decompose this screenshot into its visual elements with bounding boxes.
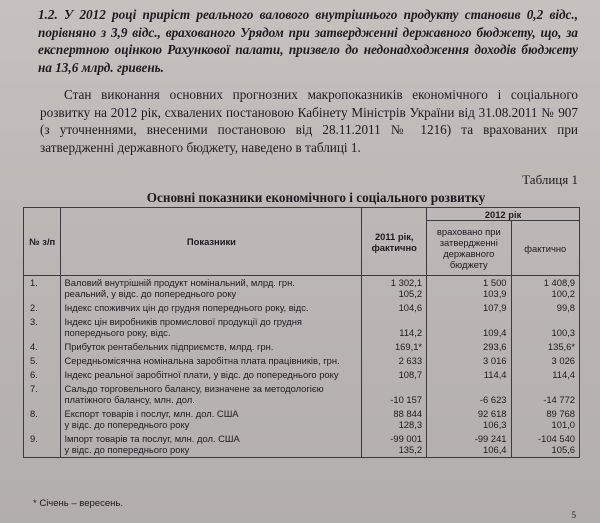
row-value-2012-planned: -6 623: [427, 382, 511, 407]
row-value-2011: 108,7: [362, 368, 427, 382]
row-value-2012-fact: 114,4: [511, 368, 579, 382]
table-label: Таблиця 1: [522, 172, 578, 187]
row-value-2012-fact: 135,6*: [511, 340, 579, 354]
row-indicator: Індекс споживчих цін до грудня попереднього року, відс.: [61, 301, 362, 315]
row-value-2012-planned: 92 618 106,3: [427, 407, 511, 432]
table-body: [24, 276, 580, 458]
row-value-2012-planned: 3 016: [427, 354, 511, 368]
row-number: 5.: [24, 354, 61, 368]
row-number: 2.: [24, 301, 61, 315]
row-value-2012-planned: 109,4: [427, 315, 511, 340]
table-row: [24, 432, 580, 458]
table-row: [24, 368, 580, 382]
row-number: 3.: [24, 315, 61, 340]
indicators-table: [23, 207, 580, 458]
table-title: Основні показники економічного і соціального розвитку: [146, 190, 486, 205]
row-value-2011: 2 633: [362, 354, 427, 368]
footnote: * Січень – вересень.: [33, 498, 123, 509]
row-number: 1.: [24, 276, 61, 302]
row-indicator: Імпорт товарів та послуг, млн. дол. США у відс. до попереднього року: [61, 432, 362, 458]
row-value-2011: 114,2: [362, 315, 427, 340]
row-value-2012-fact: 100,3: [511, 315, 579, 340]
table-row: [24, 301, 580, 315]
table-row: [24, 340, 580, 354]
row-indicator: Індекс цін виробників промислової продукції до грудня попереднього року, відс.: [61, 315, 362, 340]
row-value-2012-planned: 107,9: [427, 301, 511, 315]
table-row: [24, 354, 580, 368]
row-number: 8.: [24, 407, 61, 432]
intro-paragraph: Стан виконання основних прогнозних макропоказників економічного і соціального розвитку на 2012 рік, схвалених постановою Кабінету Міністрів України від 31.08.2011 № 907 (з уточненнями, внесеними постановою від 28.11.2011 № 1216) та врахованих при затвердженні державного бюджету, наведено в таблиці 1.: [40, 87, 578, 155]
row-value-2011: 169,1*: [362, 340, 427, 354]
row-value-2011: 104,6: [362, 301, 427, 315]
row-value-2011: -10 157: [362, 382, 427, 407]
row-indicator: Експорт товарів і послуг, млн. дол. США у відс. до попереднього року: [61, 407, 362, 432]
row-number: 7.: [24, 382, 61, 407]
column-header-no: № з/п: [24, 208, 61, 276]
row-value-2012-fact: 89 768 101,0: [511, 407, 579, 432]
column-header-2011: 2011 рік, фактично: [362, 208, 427, 276]
column-header-indicator: Показники: [61, 208, 362, 276]
row-value-2012-planned: 114,4: [427, 368, 511, 382]
column-header-2012-planned: враховано при затвердженні державного бюджету: [427, 221, 511, 276]
page-number: 5: [571, 510, 576, 520]
row-value-2011: -99 001 135,2: [362, 432, 427, 458]
column-header-2012: 2012 рік: [427, 208, 580, 221]
row-value-2012-planned: -99 241 106,4: [427, 432, 511, 458]
row-value-2011: 1 302,1 105,2: [362, 276, 427, 302]
table-row: [24, 276, 580, 302]
row-value-2012-planned: 293,6: [427, 340, 511, 354]
row-value-2011: 88 844 128,3: [362, 407, 427, 432]
row-value-2012-fact: 99,8: [511, 301, 579, 315]
column-header-2012-fact: фактично: [511, 221, 579, 276]
row-value-2012-fact: 1 408,9 100,2: [511, 276, 579, 302]
row-indicator: Індекс реальної заробітної плати, у відс. до попереднього року: [61, 368, 362, 382]
row-value-2012-planned: 1 500 103,9: [427, 276, 511, 302]
table-row: [24, 315, 580, 340]
row-indicator: Прибуток рентабельних підприємств, млрд. грн.: [61, 340, 362, 354]
row-value-2012-fact: -14 772: [511, 382, 579, 407]
table-row: [24, 407, 580, 432]
row-number: 9.: [24, 432, 61, 458]
row-number: 4.: [24, 340, 61, 354]
row-value-2012-fact: -104 540 105,6: [511, 432, 579, 458]
section-heading: 1.2. У 2012 році приріст реального валового внутрішнього продукту становив 0,2 відс., порівняно з 3,9 відс., врахованого Урядом при затвердженні державного бюджету, що, за експертною оцінкою Рахункової палати, призвело до недонадходження доходів бюджету на 13,6 млрд. гривень.: [38, 7, 578, 75]
table-row: [24, 382, 580, 407]
row-number: 6.: [24, 368, 61, 382]
row-indicator: Сальдо торговельного балансу, визначене за методологією платіжного балансу, млн. дол.: [61, 382, 362, 407]
row-value-2012-fact: 3 026: [511, 354, 579, 368]
row-indicator: Середньомісячна номінальна заробітна плата працівників, грн.: [61, 354, 362, 368]
row-indicator: Валовий внутрішній продукт номінальний, млрд. грн. реальний, у відс. до попереднього року: [61, 276, 362, 302]
